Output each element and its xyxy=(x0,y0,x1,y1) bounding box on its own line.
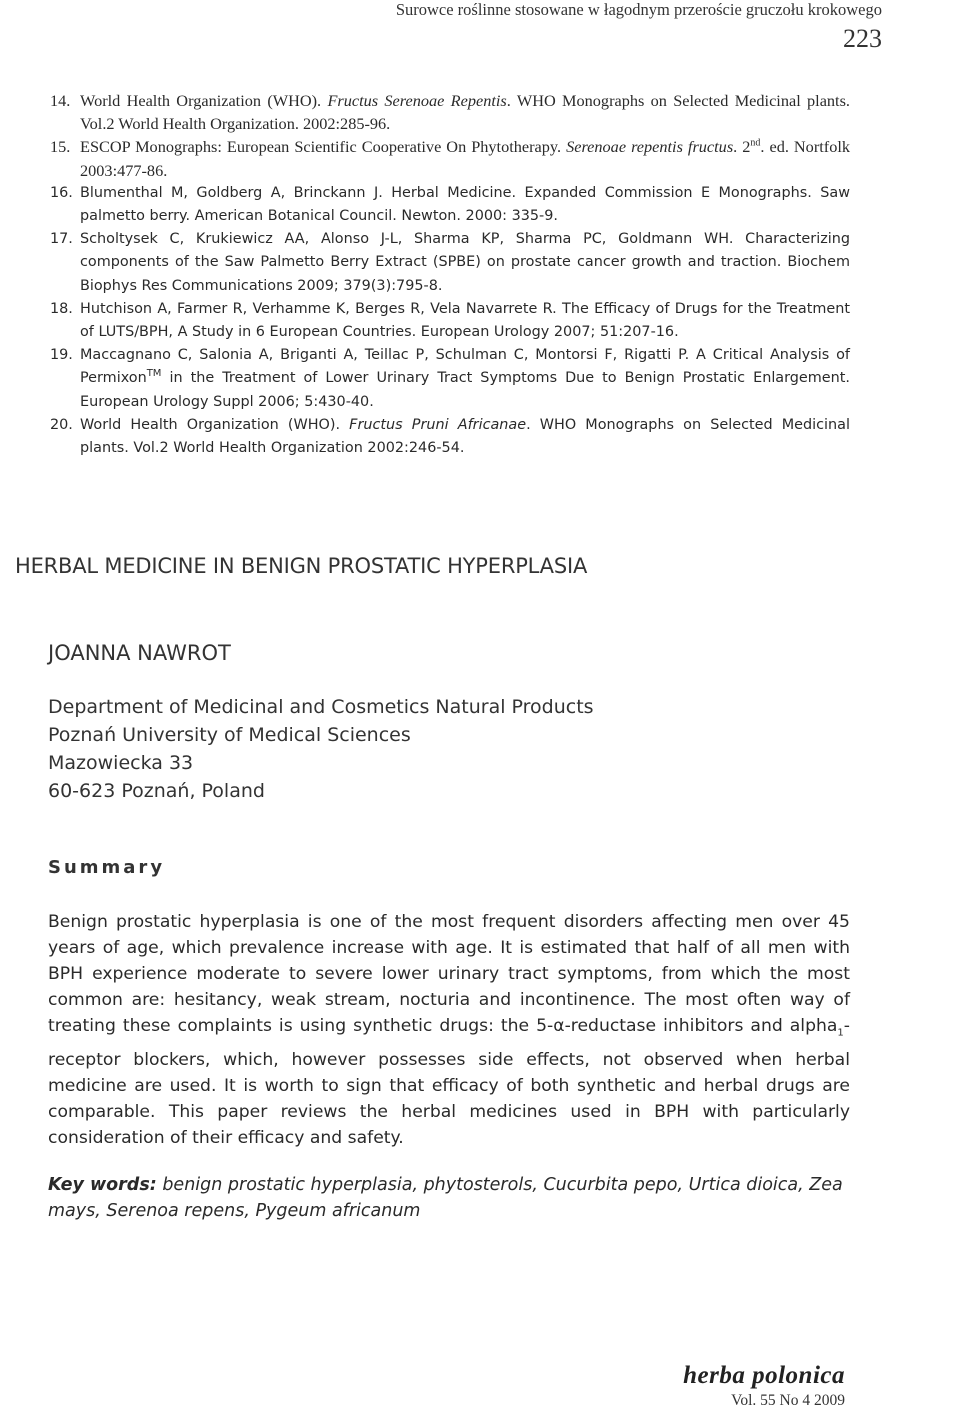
volume-info: Vol. 55 No 4 2009 xyxy=(731,1392,845,1409)
reference-text: Maccagnano C, Salonia A, Briganti A, Teillac P, Schulman C, Montorsi F, Rigatti P. A Critical Analysis of Permixon™ in the Treatment of Lower Urinary Tract Symptoms Due to Benign Prostatic Enlargement. European Urology Suppl 2006; 5:430-40. xyxy=(80,347,850,410)
reference-number: 14. xyxy=(50,91,71,110)
affiliation-street: Mazowiecka 33 xyxy=(48,752,194,774)
reference-number: 15. xyxy=(50,137,71,157)
keywords-label: Key words: xyxy=(48,1175,157,1195)
reference-text: Hutchison A, Farmer R, Verhamme K, Berges R, Vela Navarrete R. The Efficacy of Drugs for the Treatment of LUTS/BPH, A Study in 6 European Countries. European Urology 2007; 51:207-16. xyxy=(80,300,850,341)
reference-item xyxy=(50,298,850,344)
reference-number: 17. xyxy=(50,231,73,248)
reference-text: World Health Organization (WHO). Fructus Pruni Africanae. WHO Monographs on Selected Medicinal plants. Vol.2 World Health Organization 2002:246-54. xyxy=(80,416,850,457)
reference-list xyxy=(50,89,850,460)
reference-item xyxy=(50,344,850,414)
reference-text: Blumenthal M, Goldberg A, Brinckann J. Herbal Medicine. Expanded Commission E Monographs. Saw palmetto berry. American Botanical Council. Newton. 2000: 335-9. xyxy=(80,184,850,225)
reference-item xyxy=(50,414,850,460)
keywords xyxy=(48,1172,850,1224)
affiliation-block xyxy=(48,693,594,805)
keywords-list: benign prostatic hyperplasia, phytosterols, Cucurbita pepo, Urtica dioica, Zea mays, Serenoa repens, Pygeum africanum xyxy=(48,1175,843,1221)
journal-logo: herba polonica xyxy=(683,1362,845,1389)
reference-text: ESCOP Monographs: European Scientific Cooperative On Phytotherapy. Serenoae repentis fructus. 2nd. ed. Nortfolk 2003:477-86. xyxy=(80,137,850,180)
running-title: Surowce roślinne stosowane w łagodnym przeroście gruczołu krokowego xyxy=(395,0,882,19)
affiliation-city: 60-623 Poznań, Poland xyxy=(48,780,265,802)
reference-text: Scholtysek C, Krukiewicz AA, Alonso J-L, Sharma KP, Sharma PC, Goldmann WH. Characterizing components of the Saw Palmetto Berry Extract (SPBE) on prostate cancer growth and traction. Biochem Biophys Res Communications 2009; 379(3):795-8. xyxy=(80,231,850,294)
reference-number: 20. xyxy=(50,416,73,433)
reference-number: 18. xyxy=(50,300,73,317)
summary-paragraph: Benign prostatic hyperplasia is one of the most frequent disorders affecting men over 45 years of age, which prevalence increase with age. It is estimated that half of all men with BPH experience moderate to severe lower urinary tract symptoms, from which the most common are: hesitancy, weak stream, nocturia and incontinence. The most often way of treating these complaints is using synthetic drugs: the 5-α-reductase inhibitors and alpha$_1$-receptor blockers, which, however possesses side effects, not observed when herbal medicine are used. It is worth to sign that efficacy of both synthetic and herbal drugs are comparable. This paper reviews the herbal medicines used in BPH with particularly consideration of their efficacy and safety. xyxy=(48,912,850,1149)
author-name: JOANNA NAWROT xyxy=(48,641,231,665)
affiliation-department: Department of Medicinal and Cosmetics Natural Products xyxy=(48,696,594,718)
reference-item xyxy=(50,89,850,135)
reference-item xyxy=(50,135,850,181)
affiliation-university: Poznań University of Medical Sciences xyxy=(48,724,411,746)
page-number: 223 xyxy=(843,24,882,53)
reference-number: 16. xyxy=(50,184,73,201)
summary-heading: Summary xyxy=(48,857,166,878)
reference-number: 19. xyxy=(50,347,73,364)
reference-item xyxy=(50,182,850,228)
reference-text: World Health Organization (WHO). Fructus Serenoae Repentis. WHO Monographs on Selected Medicinal plants. Vol.2 World Health Organization. 2002:285-96. xyxy=(80,91,850,134)
article-title: HERBAL MEDICINE IN BENIGN PROSTATIC HYPERPLASIA xyxy=(15,554,588,578)
reference-item xyxy=(50,228,850,298)
